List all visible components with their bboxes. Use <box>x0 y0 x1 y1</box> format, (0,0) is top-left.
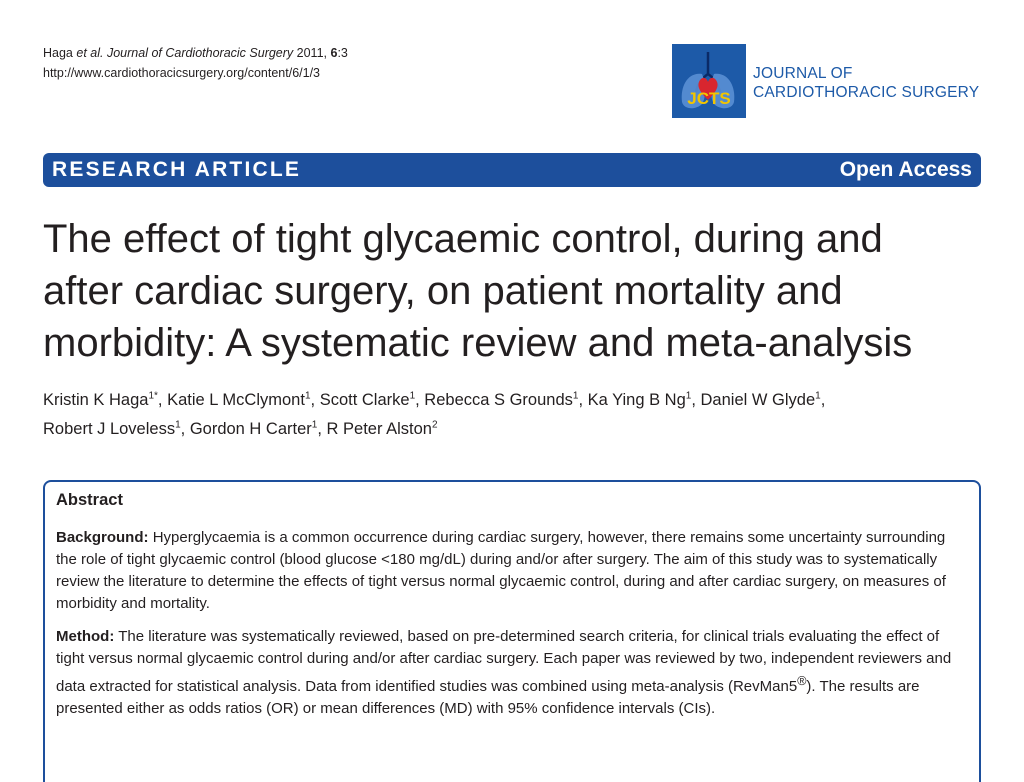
abstract-method <box>56 626 961 720</box>
method-text: The literature was systematically reviewed, based on pre-determined search criteria, for clinical trials evaluating the effect of tight versus normal glycaemic control during and/or after cardiac surgery. Each paper was reviewed by two, independent reviewers and data extracted for statistical analysis. Data from identified studies was combined using meta-analysis (RevMan5 <box>56 628 952 695</box>
author: R Peter Alston$^2$ <box>326 419 438 438</box>
article-title <box>43 213 993 369</box>
author: Daniel W Glyde$^1$, <box>700 390 826 409</box>
citation-journal: Journal of Cardiothoracic Surgery <box>106 46 294 60</box>
author-affiliation: 1 <box>409 390 416 401</box>
author: Ka Ying B Ng$^1$, <box>587 390 701 409</box>
author: Kristin K Haga$^{1*}$, <box>43 390 168 409</box>
title-line-3: morbidity: A systematic review and meta-analysis <box>43 321 913 365</box>
method-label: Method: <box>56 628 115 645</box>
logo-abbrev: JCTS <box>687 89 731 108</box>
citation-author: Haga <box>43 46 73 60</box>
author-affiliation: 1 <box>304 390 311 401</box>
author-affiliation: 1 <box>815 390 821 401</box>
citation-year: 2011, <box>296 46 328 60</box>
citation-line <box>43 43 348 63</box>
citation-etal: et al. <box>76 46 104 60</box>
journal-logo <box>672 44 982 120</box>
citation-issue: :3 <box>337 46 348 60</box>
author-affiliation: 1 <box>572 390 579 401</box>
background-label: Background: <box>56 529 149 546</box>
author-affiliation: 2 <box>432 419 438 431</box>
method-text-end: ). The results are presented either as odds ratios (OR) or mean differences (MD) with 95% confidence intervals (CIs). <box>56 678 920 717</box>
open-access-label: Open Access <box>839 158 972 181</box>
journal-name-line1: JOURNAL OF <box>753 65 853 82</box>
author-list <box>43 383 983 442</box>
citation-volume: 6 <box>330 46 338 60</box>
journal-name-line2: CARDIOTHORACIC SURGERY <box>753 84 980 101</box>
author-affiliation: 1 <box>311 419 318 431</box>
author: Robert J Loveless$^1$, <box>43 419 190 438</box>
author-affiliation: 1 <box>685 390 692 401</box>
background-text: Hyperglycaemia is a common occurrence during cardiac surgery, however, there remains some uncertainty surrounding the role of tight glycaemic control (blood glucose <180 mg/dL) during and/or after surgery. The aim of this study was to systematically review the literature to determine the effects of tight versus normal glycaemic control, during and after cardiac surgery, on measures of morbidity and mortality. <box>56 529 946 612</box>
author: Scott Clarke$^1$, <box>319 390 425 409</box>
article-type-label: RESEARCH ARTICLE <box>52 158 302 181</box>
article-type-banner <box>43 153 981 187</box>
registered-mark: ® <box>797 674 807 688</box>
journal-name <box>753 64 979 102</box>
citation-url-link[interactable]: http://www.cardiothoracicsurgery.org/content/6/1/3 <box>43 66 320 80</box>
author: Katie L McClymont$^1$, <box>167 390 320 409</box>
author-affiliation: 1 <box>175 419 181 431</box>
abstract-box <box>43 480 981 782</box>
title-line-2: after cardiac surgery, on patient mortality and <box>43 269 843 313</box>
citation-header <box>43 43 348 83</box>
author: Rebecca S Grounds$^1$, <box>424 390 588 409</box>
abstract-background <box>56 527 961 615</box>
title-line-1: The effect of tight glycaemic control, during and <box>43 217 883 261</box>
author: Gordon H Carter$^1$, <box>189 419 327 438</box>
abstract-heading: Abstract <box>56 491 123 509</box>
lungs-heart-logo-icon <box>672 44 746 118</box>
author-affiliation: 1* <box>148 390 158 401</box>
